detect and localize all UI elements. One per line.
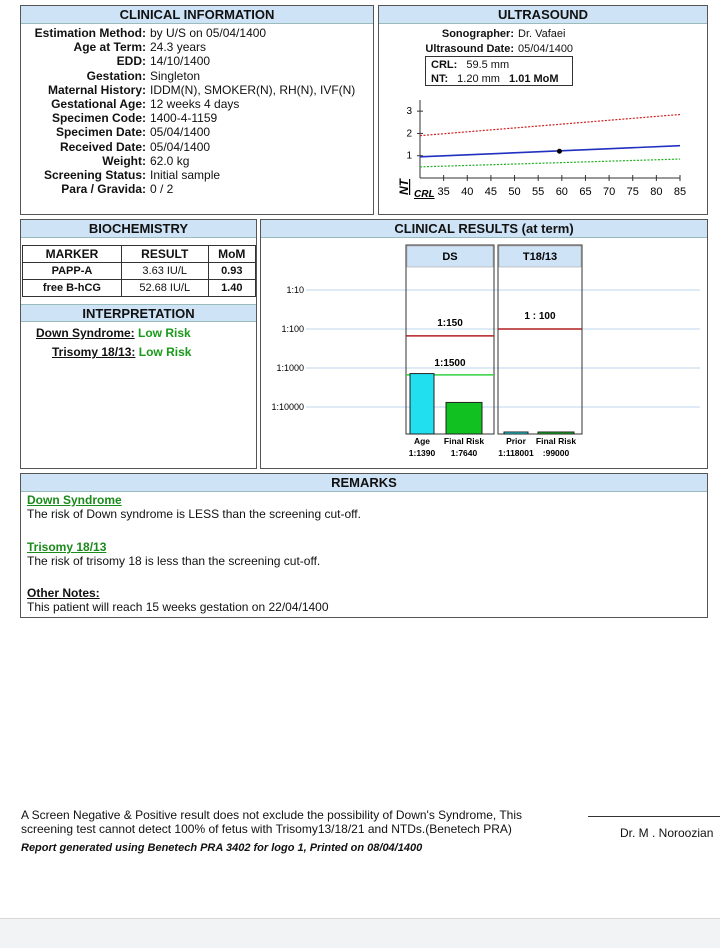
clinical-info-value: 12 weeks 4 days [150,97,240,111]
remark-heading: Other Notes: [27,586,100,600]
x-tick-label: 40 [461,186,474,198]
interpretation-ds [36,326,191,340]
clinical-info-row [22,54,210,68]
clinical-information-title: CLINICAL INFORMATION [21,6,373,24]
remark-heading: Trisomy 18/13 [27,540,107,554]
nt-value: 1.20 mm [457,73,500,85]
signature-line [588,816,720,817]
clinical-info-row [22,40,206,54]
y-tick-label: 1 [406,150,412,162]
x-tick-label: 80 [650,186,663,198]
clinical-info-value: IDDM(N), SMOKER(N), RH(N), IVF(N) [150,82,356,97]
cutoff-label: 1 : 100 [524,311,556,322]
clinical-info-row [22,154,189,168]
clinical-info-row [22,97,239,111]
column-header-mom: MoM [208,246,255,263]
x-axis-label: CRL [414,189,435,200]
clinical-info-row [22,111,217,125]
biochemistry-title: BIOCHEMISTRY [21,220,256,238]
clinical-info-row [22,125,210,139]
risk-bar-name: Final Risk [535,436,577,446]
nt-crl-chart [380,95,706,210]
clinical-info-value: 14/10/1400 [150,54,211,69]
risk-chart [262,240,706,466]
y-tick-label: 1:100 [281,324,304,334]
result-cell: 52.68 IU/L [121,280,208,297]
clinical-info-value: Singleton [150,68,201,83]
biochemistry-table [22,245,256,297]
risk-bar-value: 1:118001 [498,448,534,458]
risk-bar [504,432,528,434]
y-axis-label: NT [397,179,411,195]
clinical-info-row [22,26,266,40]
risk-bar-value: :99000 [542,448,570,458]
disclaimer-line-2: screening test cannot detect 100% of fetus with Trisomy13/18/21 and NTDs.(Benetech PRA) [21,822,512,836]
x-tick-label: 85 [673,186,687,198]
crl-label: CRL: [431,59,458,71]
clinical-info-label: Received Date: [59,139,146,154]
interpretation-header [21,304,256,322]
risk-bar-value: 1:7640 [450,448,478,458]
remark-text: This patient will reach 15 weeks gestation on 22/04/1400 [27,600,329,614]
nt-mom-value: 1.01 MoM [509,73,559,85]
risk-group-frame [498,245,582,434]
disclaimer-line-1: A Screen Negative & Positive result does not exclude the possibility of Down's Syndrome, This [21,808,522,822]
clinical-info-value: 05/04/1400 [150,139,211,154]
clinical-info-label: Age at Term: [73,40,146,55]
sonographer-value: Dr. Vafaei [518,28,566,40]
clinical-info-label: Specimen Code: [51,111,146,126]
remark-down-syndrome [27,493,361,521]
remark-trisomy [27,540,320,568]
risk-group-title: DS [442,251,458,263]
risk-bar-name: Final Risk [443,436,485,446]
ultrasound-date-row [380,41,573,56]
y-tick-label: 2 [406,128,412,140]
nt-row [431,72,559,86]
y-tick-label: 1:10000 [271,402,304,412]
series-line-upper [420,114,680,135]
risk-bar-name: Prior [506,436,526,446]
y-tick-label: 1:1000 [276,363,304,373]
clinical-info-label: Gestational Age: [51,97,146,111]
interpretation-ds-value: Low Risk [138,326,191,340]
interpretation-ds-label: Down Syndrome: [36,326,135,340]
clinical-info-row [22,182,173,196]
clinical-info-label: Screening Status: [43,168,146,182]
y-tick-label: 3 [406,106,412,118]
clinical-info-value: 05/04/1400 [150,125,211,140]
x-tick-label: 45 [484,186,498,198]
x-tick-label: 55 [532,186,545,198]
biochemistry-header-row [23,246,256,263]
series-line-median [420,146,680,157]
risk-bar [538,432,574,434]
y-tick-label: 1:10 [286,285,304,295]
interpretation-t18 [52,345,191,359]
x-tick-label: 75 [626,186,639,198]
patient-point [557,149,562,154]
remark-text: The risk of Down syndrome is LESS than the screening cut-off. [27,507,361,521]
clinical-info-value: Initial sample [150,168,221,182]
column-header-marker: MARKER [23,246,122,263]
x-tick-label: 35 [437,186,450,198]
clinical-info-row [22,69,200,83]
clinical-info-label: Estimation Method: [34,26,146,40]
remark-other-notes [27,586,329,614]
clinical-info-label: Gestation: [86,68,146,83]
report-generated-note: Report generated using Benetech PRA 3402 for logo 1, Printed on 08/04/1400 [21,842,423,854]
marker-cell: PAPP-A [23,263,122,280]
clinical-info-value: 0 / 2 [150,182,174,197]
clinical-info-value: by U/S on 05/04/1400 [150,26,267,40]
ultrasound-date-label: Ultrasound Date: [425,43,514,55]
risk-bar [446,402,482,434]
series-line-lower [420,159,680,167]
interpretation-t18-value: Low Risk [138,345,192,359]
ultrasound-title: ULTRASOUND [379,6,707,24]
nt-label: NT: [431,73,449,85]
table-row [23,263,256,280]
sonographer-label: Sonographer: [441,28,514,40]
interpretation-title: INTERPRETATION [82,306,195,321]
clinical-info-label: Specimen Date: [55,125,146,140]
x-tick-label: 50 [508,186,521,198]
marker-cell: free B-hCG [23,280,122,297]
risk-bar-value: 1:1390 [408,448,436,458]
crl-row [431,58,509,72]
x-tick-label: 65 [579,186,592,198]
ultrasound-date-value: 05/04/1400 [518,43,574,55]
remarks-title: REMARKS [21,474,707,492]
clinical-info-value: 24.3 years [150,40,207,55]
risk-bar-name: Age [413,436,431,446]
bottom-bar [0,918,720,948]
clinical-info-row [22,168,220,182]
x-tick-label: 70 [602,186,616,198]
column-header-result: RESULT [121,246,208,263]
remark-heading: Down Syndrome [27,493,122,507]
result-cell: 3.63 IU/L [121,263,208,280]
x-tick-label: 60 [555,186,568,198]
disclaimer [21,808,561,836]
interpretation-t18-label: Trisomy 18/13: [52,345,136,359]
clinical-info-label: Maternal History: [47,82,146,97]
sonographer-row [380,26,566,41]
mom-cell: 1.40 [208,280,255,297]
clinical-info-row [22,140,210,154]
clinical-info-label: Weight: [102,153,146,168]
clinical-info-value: 62.0 kg [150,153,190,168]
signature-name: Dr. M . Noroozian [620,826,714,840]
table-row [23,280,256,297]
remark-text: The risk of trisomy 18 is less than the screening cut-off. [27,554,321,568]
secondary-cutoff-label: 1:1500 [434,357,466,369]
risk-bar [410,374,434,434]
clinical-info-label: EDD: [116,54,146,69]
clinical-info-label: Para / Gravida: [61,182,146,197]
clinical-info-row [22,83,355,97]
clinical-results-title: CLINICAL RESULTS (at term) [261,220,707,238]
crl-value: 59.5 mm [466,59,510,71]
risk-group-title: T18/13 [522,251,558,263]
clinical-info-value: 1400-4-1159 [150,111,218,126]
mom-cell: 0.93 [208,263,255,280]
cutoff-label: 1:150 [437,317,463,329]
